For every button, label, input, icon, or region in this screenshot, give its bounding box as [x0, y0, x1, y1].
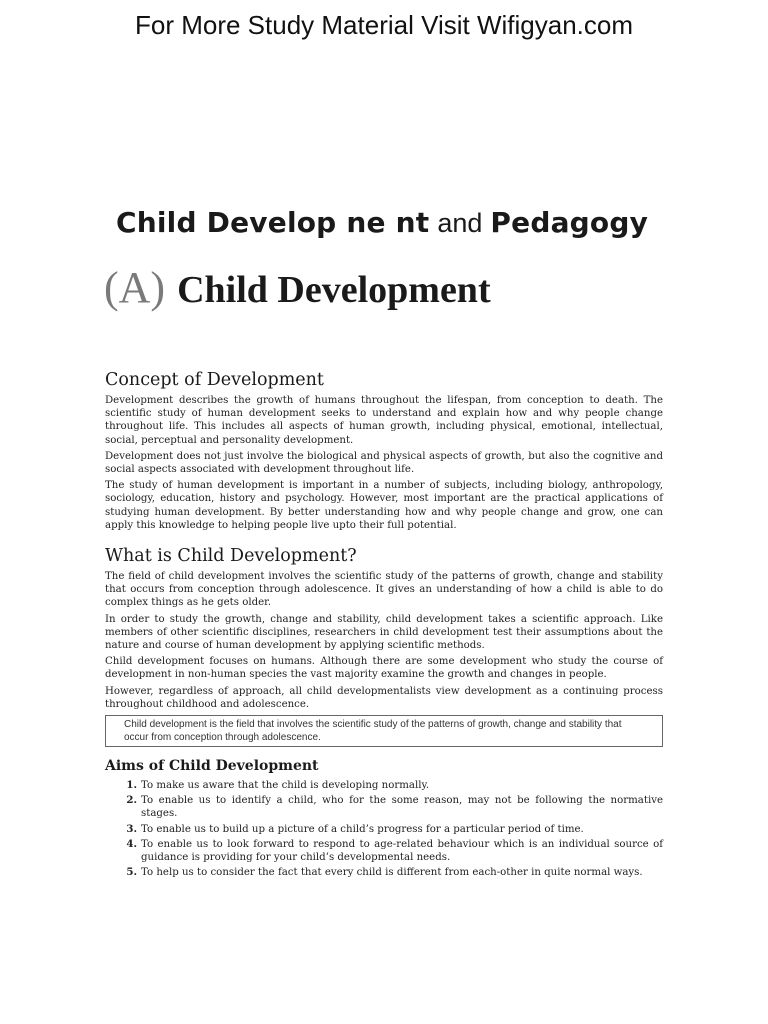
book-title-part2: Pedagogy: [490, 206, 649, 239]
list-number: 4.: [126, 837, 137, 850]
list-text: To enable us to look forward to respond to age-related behaviour which is an individual source of guidance is providing for your child’s developmental needs.: [141, 838, 663, 864]
paragraph: However, regardless of approach, all child developmentalists view development as a continuing process throughout childhood and adolescence.: [105, 685, 663, 710]
page-content: [105, 366, 663, 881]
section-heading: Concept of Development: [105, 370, 324, 390]
section-heading: What is Child Development?: [105, 546, 357, 567]
list-number: 1.: [126, 779, 137, 792]
list-item: [105, 794, 663, 820]
site-banner: For More Study Material Visit Wifigyan.com: [135, 10, 633, 40]
list-number: 2.: [126, 794, 137, 807]
part-title: Child Development: [177, 269, 491, 311]
list-text: To enable us to build up a picture of a child’s progress for a particular period of time.: [141, 823, 584, 835]
book-title-part1: Child Develop ne nt: [116, 206, 430, 239]
paragraph: Development describes the growth of humans throughout the lifespan, from conception to death. The scientific study of human development seeks to understand and explain how and why people change throughout life. This includes all aspects of human growth, including physical, emotional, intellectual, social, perceptual and personality development.: [105, 395, 663, 446]
definition-box: Child development is the field that involves the scientific study of the patterns of growth, change and stability that occur from conception through adolescence.: [105, 715, 663, 747]
aims-list: [105, 779, 663, 879]
paragraph: The study of human development is important in a number of subjects, including biology, anthropology, sociology, education, history and psychology. However, most important are the practical applications of studying human development. By better understanding how and why people change and grow, one can apply this knowledge to helping people live upto their full potential.: [105, 480, 663, 531]
list-item: [105, 823, 663, 836]
subsection-heading: Aims of Child Development: [105, 758, 319, 775]
list-text: To help us to consider the fact that every child is different from each-other in quite normal ways.: [141, 867, 643, 879]
list-text: To enable us to identify a child, who for the some reason, may not be following the normative stages.: [141, 795, 663, 820]
paragraph: In order to study the growth, change and stability, child development takes a scientific approach. Like members of other scientific disciplines, researchers in child development test their assumptions about the nature and course of human development by applying scientific methods.: [105, 613, 663, 652]
section-aims: [105, 756, 663, 879]
paragraph: Child development focuses on humans. Although there are some development who study the course of development in non-human species the vast majority examine the growth and changes in people.: [105, 656, 663, 681]
part-heading: [104, 262, 491, 313]
list-item: [105, 779, 663, 792]
paragraph: The field of child development involves the scientific study of the patterns of growth, change and stability that occurs from conception through adolescence. It gives an understanding of how a child is able to do complex things as he gets older.: [105, 571, 663, 609]
book-title: [116, 206, 648, 239]
list-number: 3.: [126, 822, 137, 835]
list-text: To make us aware that the child is developing normally.: [141, 780, 430, 792]
section-what-is: [105, 542, 663, 747]
list-item: [105, 866, 663, 879]
section-concept: [105, 366, 663, 532]
paragraph: Development does not just involve the biological and physical aspects of growth, but also the cognitive and social aspects associated with development throughout life.: [105, 450, 663, 476]
list-item: [105, 838, 663, 864]
book-title-and: and: [437, 208, 483, 238]
list-number: 5.: [126, 866, 137, 879]
part-letter: (A): [104, 263, 166, 312]
